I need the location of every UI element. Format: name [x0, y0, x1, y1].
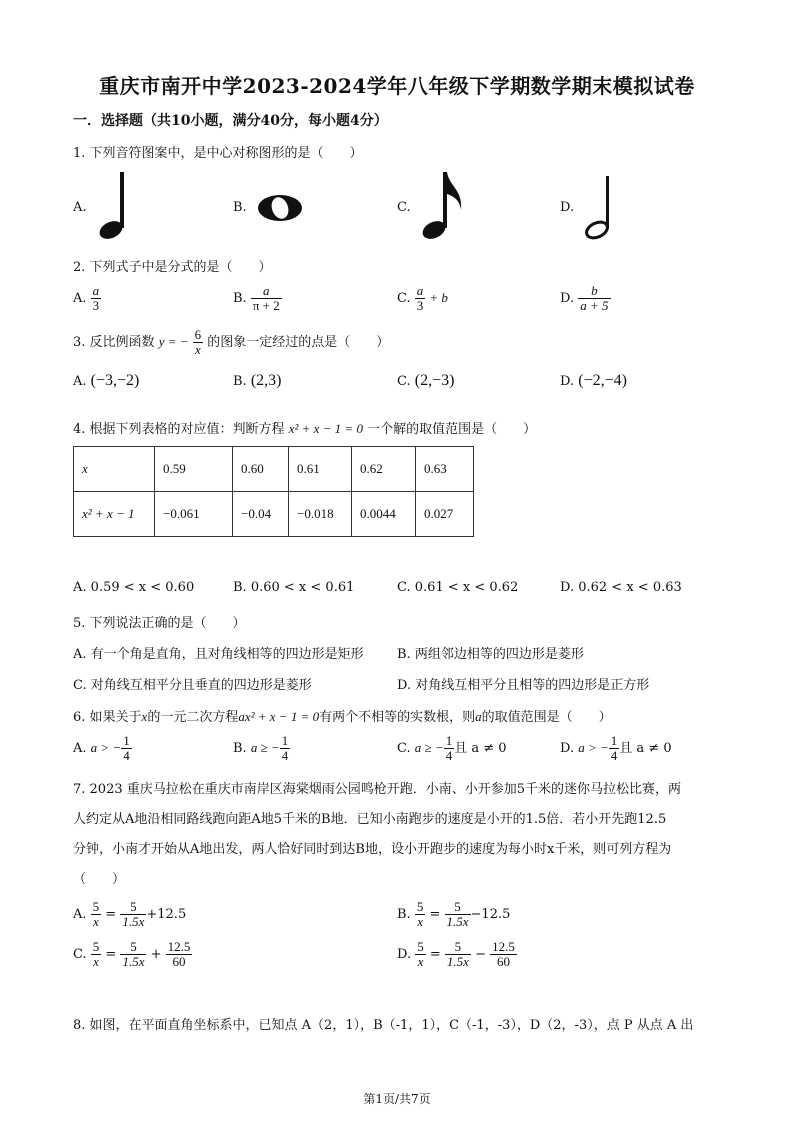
table-row	[74, 447, 474, 492]
q7-line-2: 人约定从A地沿相同路线跑向距A地5千米的B地．已知小南跑步的速度是小开的1.5倍．若小开先跑12.5	[73, 812, 667, 827]
q6-option-b: B. a ≥ − $\frac{1}{4}$	[233, 733, 289, 763]
q1-stem: 1. 下列音符图案中，是中心对称图形的是（ ）	[73, 146, 363, 161]
table-cell: 0.61	[289, 447, 352, 492]
q2-option-c-tail: + b	[429, 290, 448, 305]
page-footer: 第1页/共7页	[363, 1092, 431, 1106]
table-cell: 0.027	[416, 492, 474, 537]
q2-option-c-fraction: $\frac{a}{3}$	[416, 283, 424, 313]
section-heading: 一．选择题（共10小题，满分40分，每小题4分）	[73, 113, 388, 129]
q1-option-d-label: D.	[560, 200, 575, 215]
q2-option-a	[73, 284, 101, 313]
q3-stem: 3. 反比例函数 y = − $\frac{6}{x}$ 的图象一定经过的点是（ ）	[73, 327, 390, 357]
q6-stem: 6. 如果关于x的一元二次方程ax² + x − 1 = 0有两个不相等的实数根，则a的取值范围是（ ）	[73, 709, 612, 725]
q7-option-d: D. $\frac{5}{x}$ = $\frac{5}{1.5x}$ − $\frac{12.5}{60}$	[397, 939, 515, 969]
quarter-note-icon	[92, 170, 132, 242]
page-title: 重庆市南开中学2023-2024学年八年级下学期数学期末模拟试卷	[99, 74, 695, 98]
q4-option-a: A. 0.59 < x < 0.60	[73, 580, 195, 595]
q1-option-c-label: C.	[397, 200, 411, 215]
q4-option-c: C. 0.61 < x < 0.62	[397, 580, 519, 595]
table-cell: 0.59	[155, 447, 233, 492]
q3-function: y = −	[158, 334, 189, 349]
q7-option-a: A. $\frac{5}{x}$ = $\frac{5}{1.5x}$ +12.5	[73, 899, 187, 929]
q4-equation: x² + x − 1 = 0	[288, 421, 363, 436]
q4-value-table	[73, 446, 474, 537]
q2-option-d	[560, 284, 611, 313]
q2-option-c-label: C.	[397, 291, 411, 306]
q7-option-c: C. $\frac{5}{x}$ = $\frac{5}{1.5x}$ + $\frac{12.5}{60}$	[73, 939, 191, 969]
q7-line-3: 分钟，小南才开始从A地出发，两人恰好同时到达B地，设小开跑步的速度为每小时x千米，则可列方程为	[73, 842, 672, 857]
q1-option-b-label: B.	[233, 200, 247, 215]
q3-fraction: $\frac{6}{x}$	[194, 327, 202, 357]
q5-option-d: D. 对角线互相平分且相等的四边形是正方形	[397, 678, 650, 693]
q7-line-1: 7. 2023 重庆马拉松在重庆市南岸区海棠烟雨公园鸣枪开跑．小南、小开参加5千米的迷你马拉松比赛，两	[73, 782, 682, 797]
q7-option-b: B. $\frac{5}{x}$ = $\frac{5}{1.5x}$ −12.5	[397, 899, 511, 929]
table-cell: 0.63	[416, 447, 474, 492]
q2-option-d-fraction: $\frac{b}{a + 5}$	[580, 283, 609, 313]
q2-stem: 2. 下列式子中是分式的是（ ）	[73, 260, 272, 275]
table-cell: 0.62	[352, 447, 416, 492]
q5-option-c: C. 对角线互相平分且垂直的四边形是菱形	[73, 678, 312, 693]
q6-equation: ax² + x − 1 = 0	[238, 709, 320, 724]
q3-option-a: A. (−3,−2)	[73, 372, 140, 389]
eighth-note-icon	[415, 170, 467, 242]
q2-option-b	[233, 284, 282, 313]
table-cell: −0.018	[289, 492, 352, 537]
q3-option-b: B. (2,3)	[233, 372, 282, 389]
half-note-icon	[580, 174, 620, 242]
table-cell: 0.0044	[352, 492, 416, 537]
q6-option-a: A. a > − $\frac{1}{4}$	[73, 733, 130, 763]
q3-option-d: D. (−2,−4)	[560, 372, 627, 389]
q2-option-a-fraction: $\frac{a}{3}$	[92, 283, 100, 313]
table-cell: 0.60	[233, 447, 289, 492]
q5-option-a: A. 有一个角是直角，且对角线相等的四边形是矩形	[73, 647, 364, 662]
q2-option-d-label: D.	[560, 291, 575, 306]
q5-stem: 5. 下列说法正确的是（ ）	[73, 616, 246, 631]
q2-option-a-label: A.	[73, 291, 87, 306]
table-cell: x² + x − 1	[74, 492, 155, 537]
q2-option-c	[397, 284, 448, 313]
table-cell: −0.061	[155, 492, 233, 537]
q4-stem: 4. 根据下列表格的对应值：判断方程 x² + x − 1 = 0 一个解的取值范围是（ ）	[73, 421, 537, 437]
q2-option-b-fraction: $\frac{a}{\pi + 2}$	[252, 283, 280, 313]
whole-note-icon	[255, 192, 305, 224]
q4-option-d: D. 0.62 < x < 0.63	[560, 580, 682, 595]
table-cell: x	[74, 447, 155, 492]
q5-option-b: B. 两组邻边相等的四边形是菱形	[397, 647, 584, 662]
table-cell: −0.04	[233, 492, 289, 537]
table-row	[74, 492, 474, 537]
q6-option-d: D. a > − $\frac{1}{4}$ 且 a ≠ 0	[560, 733, 672, 763]
q7-line-4: （ ）	[73, 872, 126, 887]
q1-option-a-label: A.	[73, 200, 87, 215]
q2-option-b-label: B.	[233, 291, 247, 306]
q8-line-1: 8. 如图，在平面直角坐标系中，已知点 A（2，1），B（-1，1），C（-1，-3），D（2，-3），点 P 从点 A 出	[73, 1018, 694, 1033]
q3-option-c: C. (2,−3)	[397, 372, 455, 389]
q4-option-b: B. 0.60 < x < 0.61	[233, 580, 355, 595]
q6-option-c: C. a ≥ − $\frac{1}{4}$ 且 a ≠ 0	[397, 733, 507, 763]
